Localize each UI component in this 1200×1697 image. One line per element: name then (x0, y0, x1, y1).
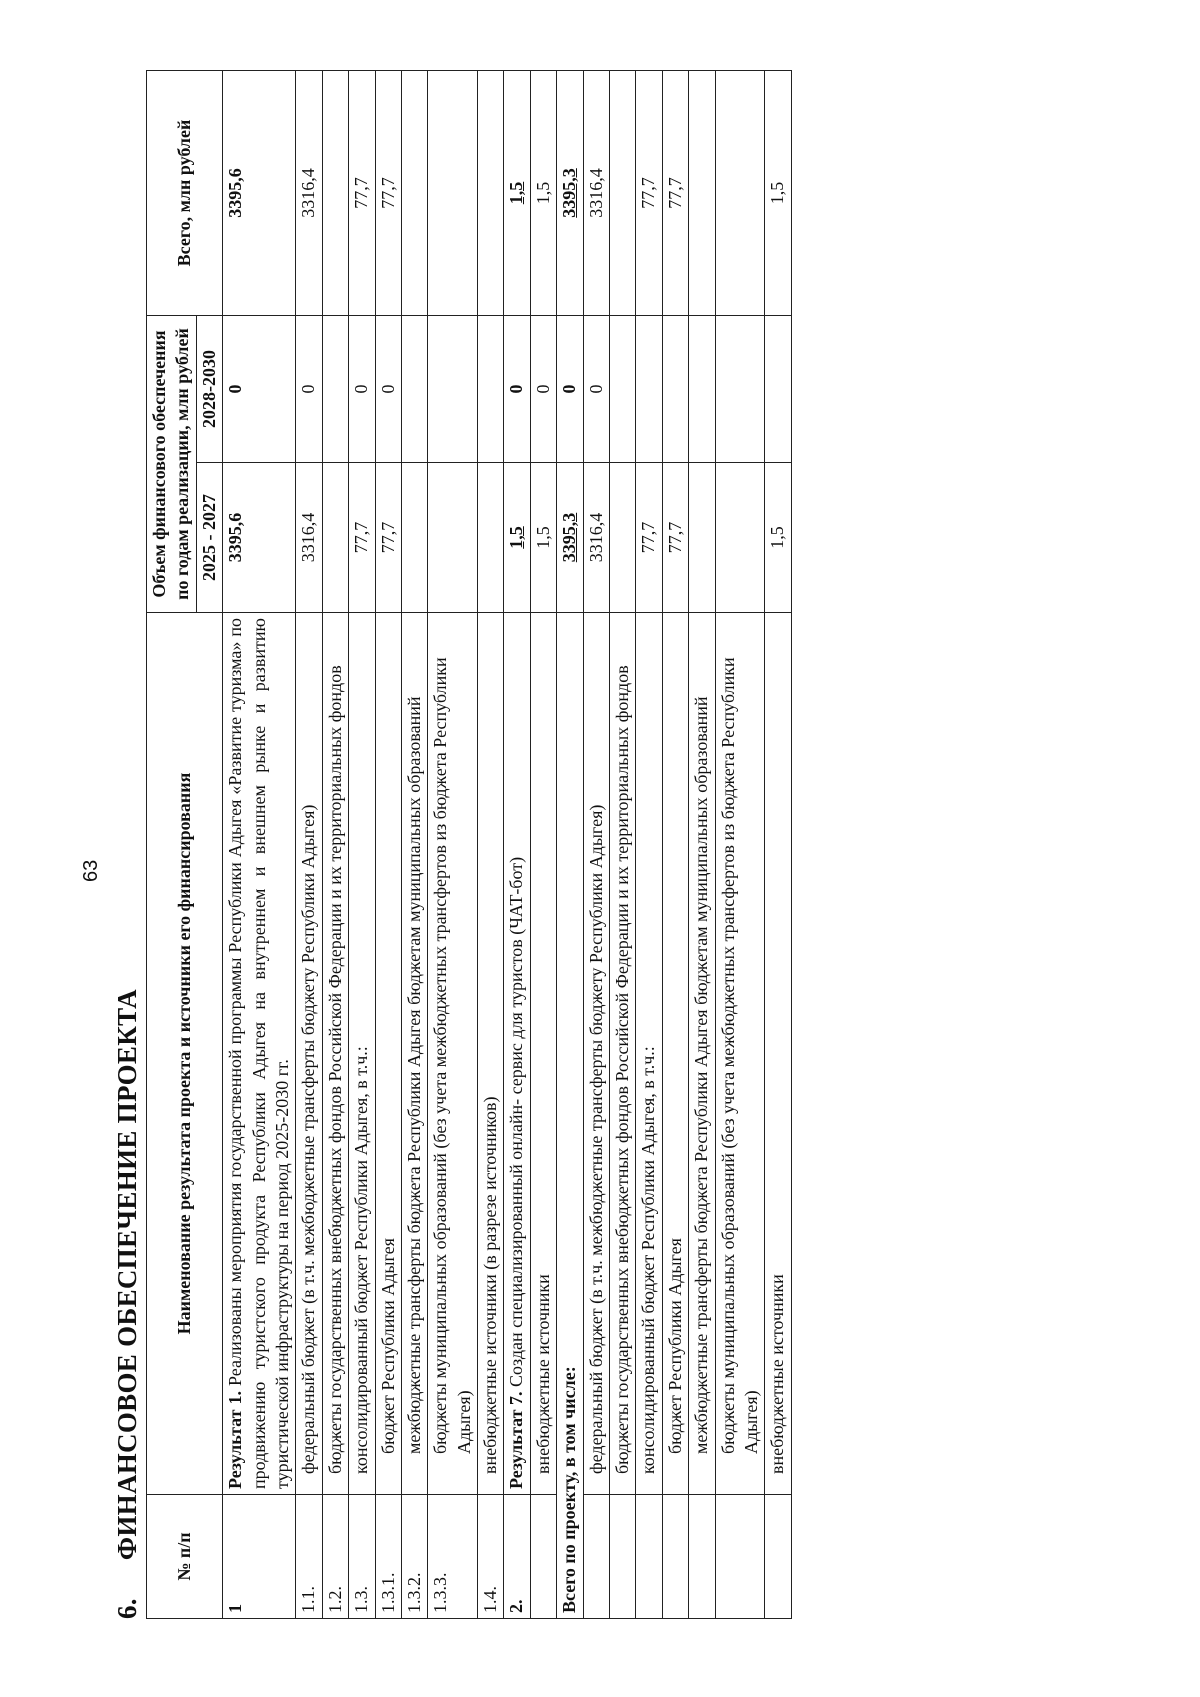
row-v1: 1,5 (530, 463, 556, 613)
row-num: 1.3. (349, 1495, 375, 1619)
financing-table (146, 70, 792, 1619)
total-subrow-v2 (765, 315, 791, 462)
total-subrow-v2 (610, 315, 636, 462)
header-period-1: 2025 - 2027 (196, 463, 222, 613)
row-total: 77,7 (375, 70, 401, 315)
row-v1: 1,5 (504, 463, 530, 613)
table-row (322, 70, 348, 1618)
total-label: Всего по проекту, в том числе: (557, 613, 583, 1619)
row-text: Реализованы мероприятия государственной программы Республики Адыгея «Развитие туризма» по продвижению туристского продукта Республики Адыгея на внутреннем и внешнем рынке и развитию туристической инфраструктуры на период 2025-2030 гг. (225, 617, 292, 1489)
total-subrow-name: бюджеты государственных внебюджетных фондов Российской Федерации и их территориальных фондов (610, 613, 636, 1495)
table-row (375, 70, 401, 1618)
row-total (322, 70, 348, 315)
table-row (296, 70, 322, 1618)
table-row (530, 70, 556, 1618)
header-row (147, 70, 197, 1618)
total-subrow (583, 70, 609, 1618)
row-v2: 0 (504, 315, 530, 462)
total-subrow-name: федеральный бюджет (в т.ч. межбюджетные трансферты бюджету Республики Адыгея) (583, 613, 609, 1495)
row-num: 1.4. (478, 1495, 504, 1619)
row-v1: 77,7 (349, 463, 375, 613)
total-subrow-v1 (610, 463, 636, 613)
row-v2: 0 (375, 315, 401, 462)
row-v2: 0 (349, 315, 375, 462)
total-subrow-v1 (715, 463, 765, 613)
row-name: бюджет Республики Адыгея (375, 613, 401, 1495)
row-name: бюджеты муниципальных образований (без учета межбюджетных трансфертов из бюджета Республики Адыгея) (428, 613, 478, 1495)
row-v1: 77,7 (375, 463, 401, 613)
total-subrow (715, 70, 765, 1618)
total-subrow-total: 77,7 (636, 70, 662, 315)
row-name (223, 613, 296, 1495)
row-num (530, 1495, 556, 1619)
header-name: Наименование результата проекта и источники его финансирования (147, 613, 223, 1495)
row-name (504, 613, 530, 1495)
row-name: межбюджетные трансферты бюджета Республики Адыгея бюджетам муниципальных образований (401, 613, 427, 1495)
row-num: 1.2. (322, 1495, 348, 1619)
total-subrow-v1 (689, 463, 715, 613)
row-text: Создан специализированный онлайн- сервис для туристов (ЧАТ-бот) (506, 856, 527, 1392)
row-name: бюджеты государственных внебюджетных фондов Российской Федерации и их территориальных фондов (322, 613, 348, 1495)
row-name: консолидированный бюджет Республики Адыгея, в т.ч.: (349, 613, 375, 1495)
total-subrow-total: 77,7 (662, 70, 688, 315)
row-v2: 0 (296, 315, 322, 462)
total-subrow-total (689, 70, 715, 315)
row-lead: Результат 7. (506, 1391, 527, 1489)
total-row (557, 70, 583, 1618)
header-num: № п/п (147, 1495, 223, 1619)
table-row (428, 70, 478, 1618)
table-row (504, 70, 530, 1618)
total-subrow-v2 (689, 315, 715, 462)
row-v2: 0 (530, 315, 556, 462)
row-name: федеральный бюджет (в т.ч. межбюджетные трансферты бюджету Республики Адыгея) (296, 613, 322, 1495)
total-subrow-v2 (662, 315, 688, 462)
row-total: 1,5 (504, 70, 530, 315)
total-subrow-total (715, 70, 765, 315)
table-row (349, 70, 375, 1618)
total-subrow-v1: 3316,4 (583, 463, 609, 613)
row-total: 77,7 (349, 70, 375, 315)
header-total: Всего, млн рублей (147, 70, 223, 315)
row-v2: 0 (223, 315, 296, 462)
row-lead: Результат 1. (225, 1391, 246, 1489)
row-total: 3395,6 (223, 70, 296, 315)
row-v2 (322, 315, 348, 462)
total-subrow-total (610, 70, 636, 315)
row-num: 1.3.1. (375, 1495, 401, 1619)
total-subrow-v2: 0 (583, 315, 609, 462)
row-v1 (322, 463, 348, 613)
total-v2: 0 (557, 315, 583, 462)
total-v1: 3395,3 (557, 463, 583, 613)
row-num: 1 (223, 1495, 296, 1619)
table-row (478, 70, 504, 1618)
row-name: внебюджетные источники (530, 613, 556, 1495)
total-subrow (662, 70, 688, 1618)
total-subrow-name: бюджет Республики Адыгея (662, 613, 688, 1495)
total-subrow-v1: 1,5 (765, 463, 791, 613)
total-total: 3395,3 (557, 70, 583, 315)
total-subrow-total: 1,5 (765, 70, 791, 315)
total-subrow-name: бюджеты муниципальных образований (без учета межбюджетных трансфертов из бюджета Республики Адыгея) (715, 613, 765, 1495)
row-v2 (478, 315, 504, 462)
total-subrow-name: консолидированный бюджет Республики Адыгея, в т.ч.: (636, 613, 662, 1495)
row-name: внебюджетные источники (в разрезе источников) (478, 613, 504, 1495)
row-total (478, 70, 504, 315)
total-subrow-v2 (636, 315, 662, 462)
total-subrow-v1: 77,7 (662, 463, 688, 613)
row-total: 3316,4 (296, 70, 322, 315)
table-row (223, 70, 296, 1618)
row-v2 (401, 315, 427, 462)
total-subrow (765, 70, 791, 1618)
total-subrow-v1: 77,7 (636, 463, 662, 613)
section-number: 6. (112, 1598, 142, 1619)
page-number: 63 (80, 859, 102, 882)
section-title (112, 989, 143, 1619)
row-num: 1.3.3. (428, 1495, 478, 1619)
total-subrow-name: межбюджетные трансферты бюджета Республики Адыгея бюджетам муниципальных образований (689, 613, 715, 1495)
row-v1 (428, 463, 478, 613)
total-subrow (610, 70, 636, 1618)
row-num: 2. (504, 1495, 530, 1619)
total-subrow-v2 (715, 315, 765, 462)
row-num: 1.1. (296, 1495, 322, 1619)
row-v2 (428, 315, 478, 462)
total-subrow-total: 3316,4 (583, 70, 609, 315)
header-period-2: 2028-2030 (196, 315, 222, 462)
total-subrow-name: внебюджетные источники (765, 613, 791, 1495)
section-title-text: ФИНАНСОВОЕ ОБЕСПЕЧЕНИЕ ПРОЕКТА (112, 989, 142, 1561)
row-v1: 3316,4 (296, 463, 322, 613)
total-subrow (689, 70, 715, 1618)
header-volume: Объем финансового обеспечения по годам реализации, млн рублей (147, 315, 197, 612)
row-total (401, 70, 427, 315)
table-row (401, 70, 427, 1618)
total-subrow (636, 70, 662, 1618)
row-total (428, 70, 478, 315)
row-v1 (401, 463, 427, 613)
row-v1 (478, 463, 504, 613)
row-total: 1,5 (530, 70, 556, 315)
row-v1: 3395,6 (223, 463, 296, 613)
row-num: 1.3.2. (401, 1495, 427, 1619)
